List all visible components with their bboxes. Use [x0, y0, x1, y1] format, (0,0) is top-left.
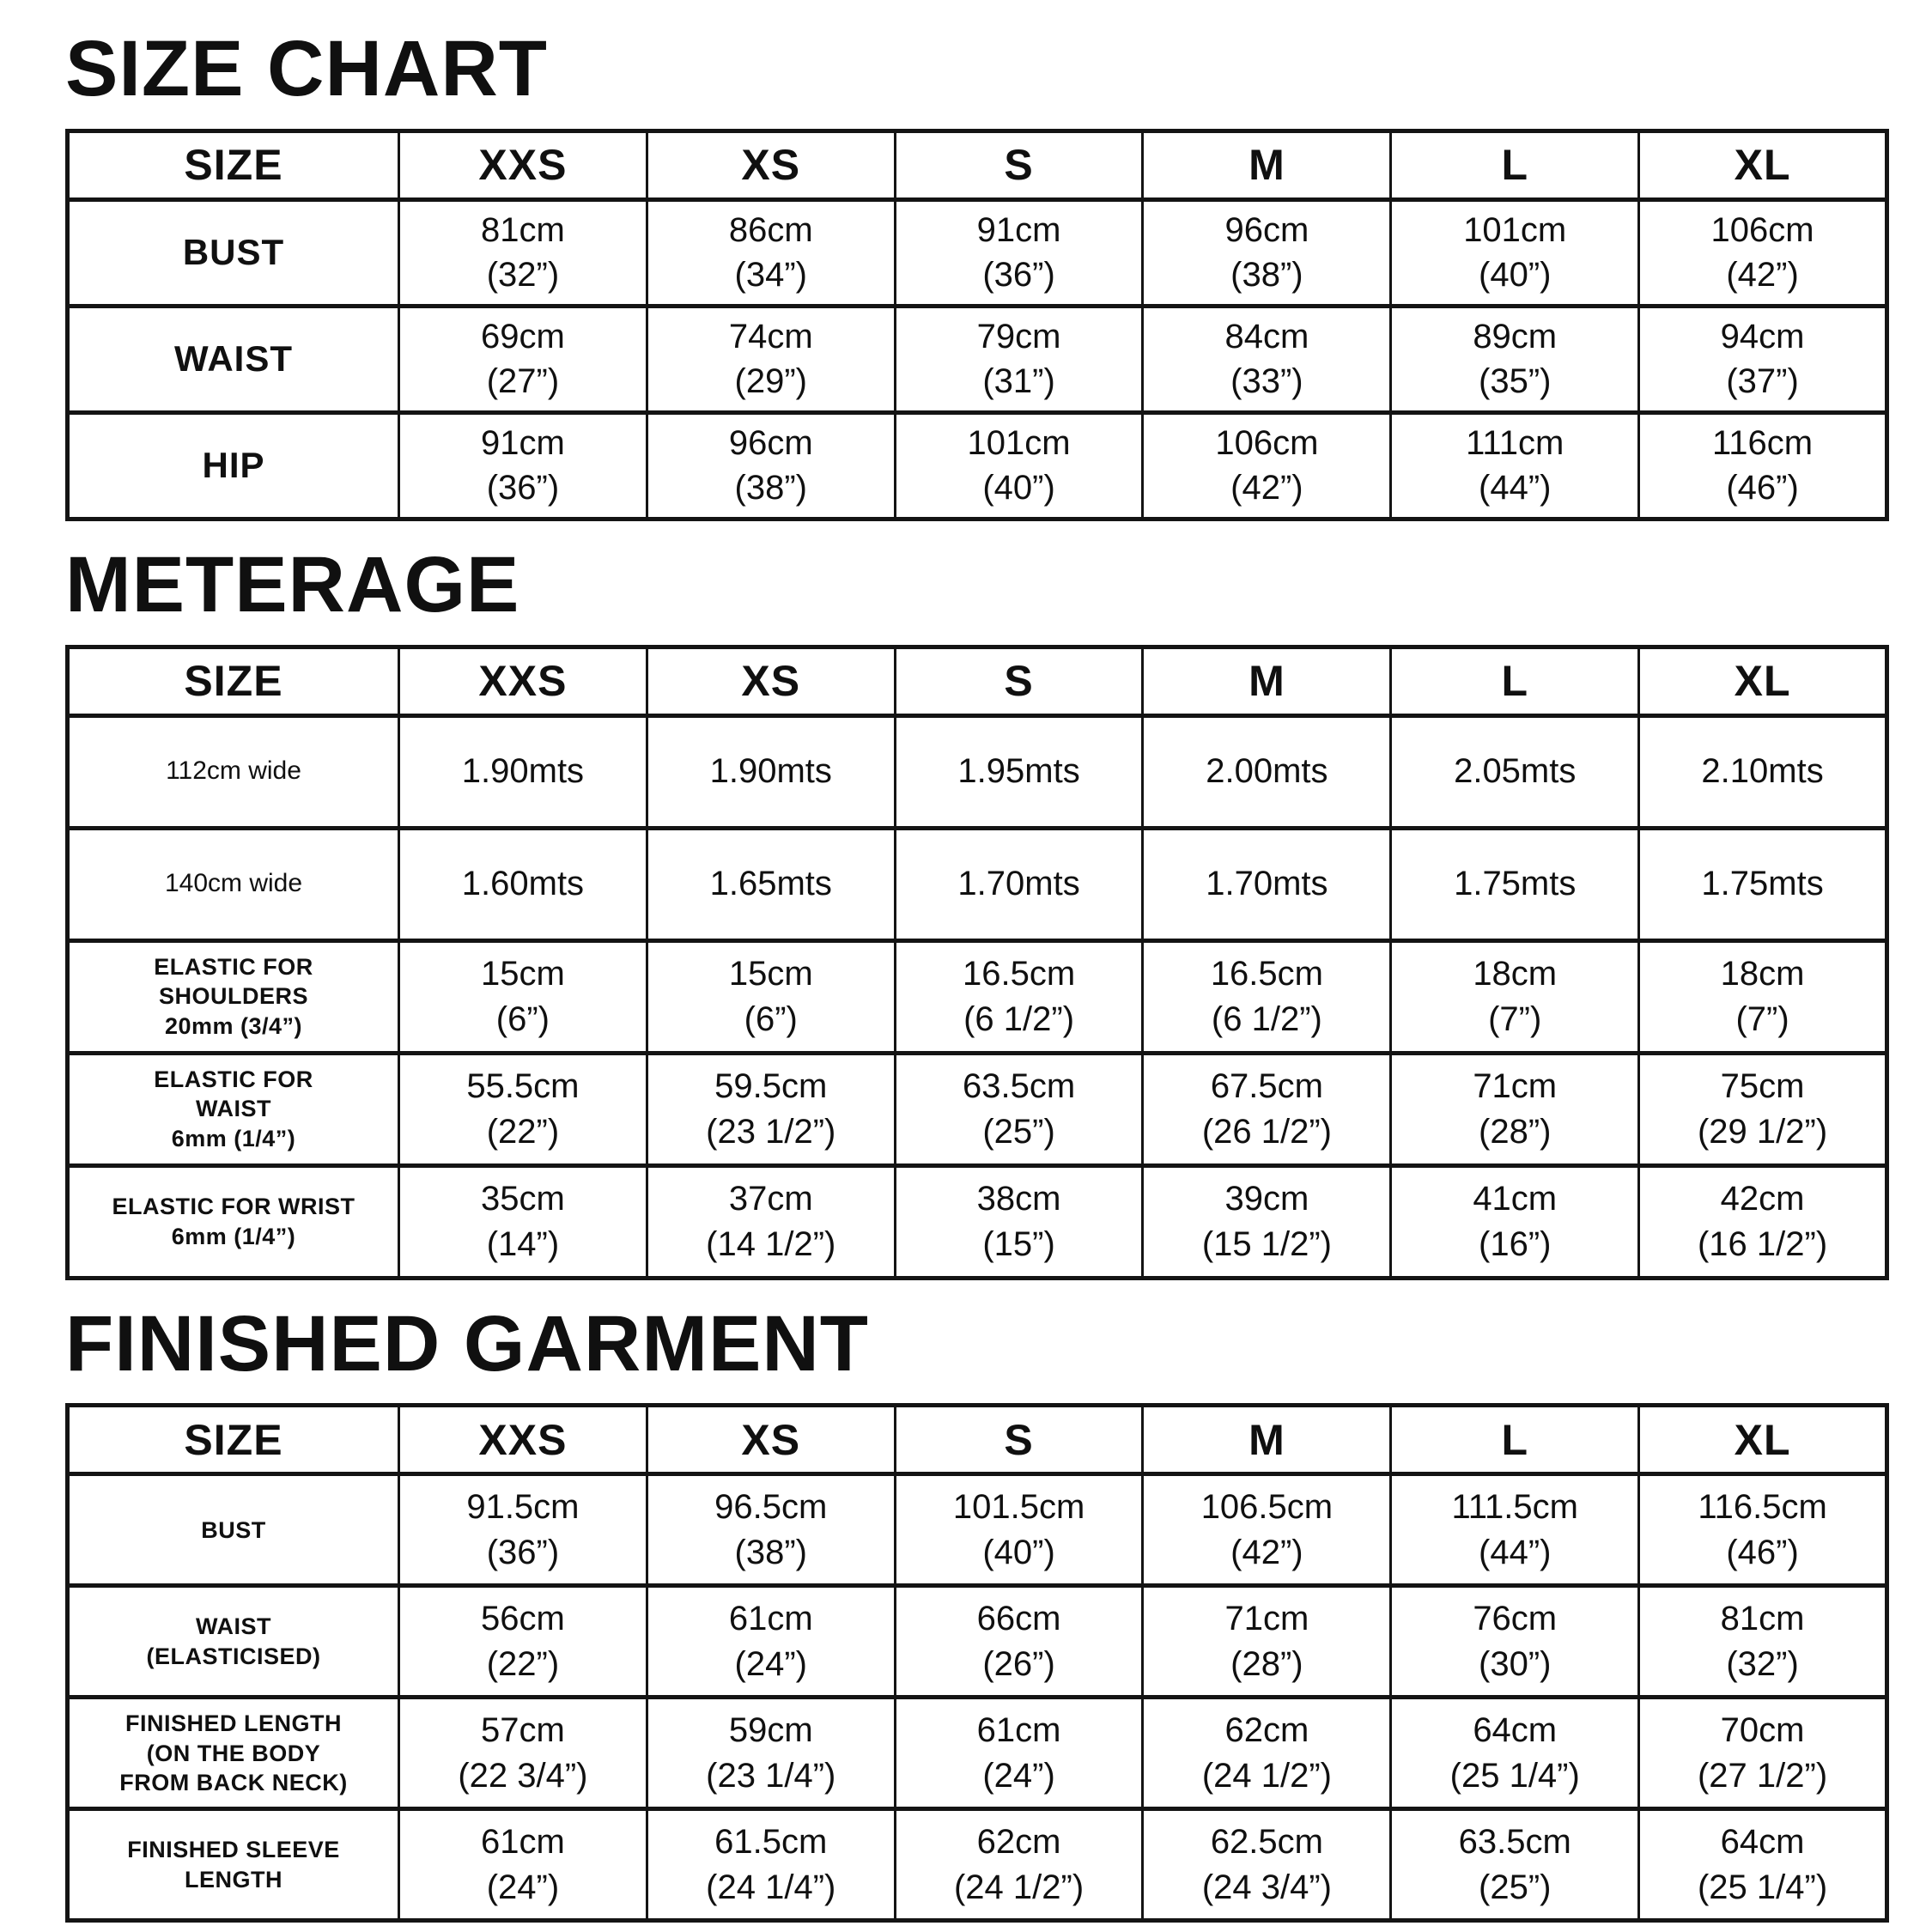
cell-line: 1.90mts [461, 752, 585, 791]
data-cell [1639, 1165, 1887, 1278]
cell-line: (16”) [1479, 1224, 1552, 1263]
data-cell [1391, 828, 1639, 940]
cell-line: 94cm [1720, 317, 1805, 355]
cell-line: (22 3/4”) [458, 1756, 588, 1795]
row-label-line: (ELASTICISED) [146, 1643, 321, 1669]
data-cell [647, 1053, 895, 1165]
cell-line: (38”) [734, 469, 807, 507]
cell-line: 101.5cm [952, 1488, 1085, 1527]
column-header-size: SIZE [68, 1406, 399, 1474]
column-header-xl: XL [1639, 1406, 1887, 1474]
data-cell [895, 940, 1143, 1053]
cell-line: (24 3/4”) [1201, 1868, 1332, 1906]
section-finished-garment [65, 1299, 1889, 1923]
column-header-size: SIZE [68, 647, 399, 715]
cell-line: 66cm [976, 1600, 1061, 1638]
data-cell [399, 412, 647, 519]
data-cell [1639, 1053, 1887, 1165]
column-header-xxs: XXS [399, 1406, 647, 1474]
cell-line: (24 1/2”) [1201, 1756, 1332, 1795]
cell-line: (30”) [1479, 1644, 1552, 1683]
data-cell [647, 1586, 895, 1698]
data-cell [895, 828, 1143, 940]
cell-line: (28”) [1479, 1112, 1552, 1151]
cell-line: 39cm [1224, 1179, 1309, 1218]
data-cell [647, 306, 895, 412]
cell-line: 61.5cm [714, 1823, 828, 1862]
data-cell [1143, 1165, 1391, 1278]
table-row [68, 199, 1887, 306]
column-header-xs: XS [647, 647, 895, 715]
cell-line: (36”) [982, 256, 1055, 295]
column-header-xl: XL [1639, 131, 1887, 199]
row-label-line: ELASTIC FOR WRIST [112, 1194, 355, 1220]
row-label [68, 715, 399, 828]
cell-line: (42”) [1726, 256, 1799, 295]
cell-line: (28”) [1230, 1644, 1303, 1683]
column-header-s: S [895, 1406, 1143, 1474]
row-label [68, 1053, 399, 1165]
data-cell [1391, 1809, 1639, 1921]
data-cell [1639, 199, 1887, 306]
data-cell [647, 715, 895, 828]
table-row [68, 1586, 1887, 1698]
column-header-m: M [1143, 1406, 1391, 1474]
cell-line: 63.5cm [1458, 1823, 1571, 1862]
cell-line: 69cm [481, 317, 565, 355]
cell-line: 64cm [1720, 1823, 1805, 1862]
cell-line: (32”) [1726, 1644, 1799, 1683]
table-row [68, 306, 1887, 412]
data-cell [647, 412, 895, 519]
cell-line: (24”) [486, 1868, 560, 1906]
section-meterage [65, 540, 1889, 1280]
data-cell [1639, 1474, 1887, 1586]
cell-line: 2.10mts [1701, 752, 1824, 791]
cell-line: 91cm [481, 423, 565, 462]
table-row [68, 1053, 1887, 1165]
column-header-xs: XS [647, 1406, 895, 1474]
data-cell [895, 1474, 1143, 1586]
cell-line: (23 1/4”) [706, 1756, 836, 1795]
data-cell [1639, 715, 1887, 828]
cell-line: (15”) [982, 1224, 1055, 1263]
cell-line: (14 1/2”) [706, 1224, 836, 1263]
cell-line: (38”) [1230, 256, 1303, 295]
data-cell [399, 1474, 647, 1586]
column-header-m: M [1143, 131, 1391, 199]
cell-line: (42”) [1230, 1533, 1303, 1571]
data-cell [1391, 1698, 1639, 1809]
cell-line: 81cm [481, 210, 565, 249]
data-cell [647, 199, 895, 306]
cell-line: (24 1/4”) [706, 1868, 836, 1906]
cell-line: (26 1/2”) [1201, 1112, 1332, 1151]
table-row [68, 940, 1887, 1053]
row-label-line: FINISHED SLEEVE [127, 1837, 340, 1863]
data-cell [399, 1053, 647, 1165]
cell-line: (44”) [1479, 1533, 1552, 1571]
cell-line: 74cm [728, 317, 813, 355]
row-label-line: BUST [201, 1516, 266, 1543]
data-cell [895, 199, 1143, 306]
cell-line: (33”) [1230, 362, 1303, 401]
column-header-l: L [1391, 647, 1639, 715]
cell-line: 61cm [976, 1711, 1061, 1750]
cell-line: 96cm [1224, 210, 1309, 249]
data-cell [895, 715, 1143, 828]
cell-line: 42cm [1720, 1179, 1805, 1218]
row-label-line: BUST [182, 232, 285, 273]
row-label [68, 199, 399, 306]
cell-line: (6”) [495, 999, 550, 1038]
cell-line: (35”) [1479, 362, 1552, 401]
row-label-line: FINISHED LENGTH [125, 1710, 342, 1737]
row-label-line: ELASTIC FOR [154, 953, 313, 980]
cell-line: (22”) [486, 1112, 560, 1151]
data-cell [1143, 940, 1391, 1053]
data-cell [1639, 828, 1887, 940]
cell-line: 76cm [1473, 1600, 1558, 1638]
column-header-s: S [895, 647, 1143, 715]
cell-line: (40”) [1479, 256, 1552, 295]
cell-line: (46”) [1726, 469, 1799, 507]
size-guide-page [65, 25, 1889, 1923]
cell-line: 56cm [481, 1600, 565, 1638]
row-label [68, 306, 399, 412]
row-label [68, 1698, 399, 1809]
size-chart-table [65, 129, 1889, 521]
cell-line: 86cm [728, 210, 813, 249]
cell-line: 18cm [1720, 954, 1805, 993]
row-label-line: WAIST [196, 1613, 271, 1640]
column-header-xxs: XXS [399, 647, 647, 715]
finished-garment-table [65, 1403, 1889, 1923]
data-cell [1639, 1586, 1887, 1698]
cell-line: 2.05mts [1454, 752, 1577, 791]
row-label [68, 1809, 399, 1921]
data-cell [647, 940, 895, 1053]
row-label-line: 140cm wide [164, 869, 303, 898]
data-cell [1391, 1474, 1639, 1586]
header-row [68, 647, 1887, 715]
cell-line: 62.5cm [1210, 1823, 1323, 1862]
data-cell [895, 1165, 1143, 1278]
row-label [68, 1586, 399, 1698]
data-cell [1143, 715, 1391, 828]
data-cell [399, 715, 647, 828]
cell-line: 59cm [728, 1711, 813, 1750]
data-cell [1639, 412, 1887, 519]
cell-line: 1.70mts [957, 865, 1080, 903]
cell-line: 55.5cm [466, 1066, 580, 1105]
cell-line: 1.95mts [957, 752, 1080, 791]
cell-line: 79cm [976, 317, 1061, 355]
cell-line: 18cm [1473, 954, 1558, 993]
data-cell [895, 306, 1143, 412]
cell-line: (24”) [734, 1644, 807, 1683]
cell-line: 41cm [1473, 1179, 1558, 1218]
meterage-title: METERAGE [65, 540, 520, 629]
cell-line: 15cm [481, 954, 565, 993]
data-cell [1391, 715, 1639, 828]
data-cell [399, 1586, 647, 1698]
data-cell [1143, 412, 1391, 519]
cell-line: (31”) [982, 362, 1055, 401]
data-cell [1391, 306, 1639, 412]
column-header-s: S [895, 131, 1143, 199]
data-cell [1639, 940, 1887, 1053]
row-label-line: WAIST [196, 1096, 271, 1122]
data-cell [1391, 199, 1639, 306]
cell-line: (25”) [982, 1112, 1055, 1151]
data-cell [1639, 1809, 1887, 1921]
data-cell [1639, 1698, 1887, 1809]
cell-line: 67.5cm [1210, 1066, 1323, 1105]
row-label [68, 828, 399, 940]
column-header-l: L [1391, 1406, 1639, 1474]
row-label [68, 1474, 399, 1586]
data-cell [895, 412, 1143, 519]
cell-line: (6”) [744, 999, 798, 1038]
cell-line: 64cm [1473, 1711, 1558, 1750]
column-header-xl: XL [1639, 647, 1887, 715]
cell-line: 1.60mts [461, 865, 585, 903]
cell-line: (7”) [1488, 999, 1542, 1038]
data-cell [1391, 412, 1639, 519]
cell-line: 101cm [1463, 210, 1567, 249]
row-label-line: 6mm (1/4”) [171, 1223, 296, 1249]
data-cell [1391, 940, 1639, 1053]
row-label-line: HIP [202, 445, 265, 486]
row-label-line: LENGTH [185, 1866, 283, 1893]
table-row [68, 715, 1887, 828]
data-cell [399, 828, 647, 940]
cell-line: 116.5cm [1698, 1488, 1827, 1527]
cell-line: (29”) [734, 362, 807, 401]
row-label-line: WAIST [174, 338, 293, 380]
data-cell [1143, 1698, 1391, 1809]
cell-line: (6 1/2”) [1211, 999, 1322, 1038]
cell-line: (29 1/2”) [1697, 1112, 1828, 1151]
row-label-line: 20mm (3/4”) [164, 1012, 303, 1039]
data-cell [895, 1698, 1143, 1809]
row-label-line: SHOULDERS [158, 983, 308, 1010]
cell-line: 84cm [1224, 317, 1309, 355]
column-header-xs: XS [647, 131, 895, 199]
cell-line: 61cm [481, 1823, 565, 1862]
row-label [68, 412, 399, 519]
section-size-chart [65, 25, 1889, 521]
cell-line: 91.5cm [466, 1488, 580, 1527]
cell-line: (25”) [1479, 1868, 1552, 1906]
data-cell [1143, 1053, 1391, 1165]
cell-line: (22”) [486, 1644, 560, 1683]
column-header-m: M [1143, 647, 1391, 715]
row-label-line: FROM BACK NECK) [119, 1770, 348, 1796]
cell-line: 35cm [481, 1179, 565, 1218]
table-row [68, 1474, 1887, 1586]
cell-line: (15 1/2”) [1201, 1224, 1332, 1263]
table-row [68, 1698, 1887, 1809]
data-cell [647, 1474, 895, 1586]
data-cell [895, 1586, 1143, 1698]
data-cell [399, 306, 647, 412]
cell-line: 89cm [1473, 317, 1558, 355]
data-cell [895, 1809, 1143, 1921]
cell-line: (24”) [982, 1756, 1055, 1795]
cell-line: 2.00mts [1206, 752, 1328, 791]
data-cell [399, 1165, 647, 1278]
data-cell [1143, 199, 1391, 306]
cell-line: 116cm [1712, 423, 1814, 462]
cell-line: 96cm [728, 423, 813, 462]
cell-line: 37cm [728, 1179, 813, 1218]
table-row [68, 412, 1887, 519]
data-cell [647, 1698, 895, 1809]
cell-line: (38”) [734, 1533, 807, 1571]
cell-line: (25 1/4”) [1449, 1756, 1580, 1795]
data-cell [399, 940, 647, 1053]
cell-line: 1.75mts [1454, 865, 1577, 903]
row-label-line: ELASTIC FOR [154, 1066, 313, 1092]
size-chart-title: SIZE CHART [65, 25, 548, 112]
cell-line: 111.5cm [1451, 1488, 1578, 1527]
header-row [68, 131, 1887, 199]
cell-line: 111cm [1466, 423, 1564, 462]
cell-line: (46”) [1726, 1533, 1799, 1571]
cell-line: (26”) [982, 1644, 1055, 1683]
cell-line: (7”) [1735, 999, 1789, 1038]
cell-line: 16.5cm [962, 954, 1076, 993]
finished-garment-title: FINISHED GARMENT [65, 1299, 869, 1388]
data-cell [399, 1698, 647, 1809]
cell-line: 63.5cm [962, 1066, 1076, 1105]
cell-line: (23 1/2”) [706, 1112, 836, 1151]
column-header-l: L [1391, 131, 1639, 199]
row-label-line: (ON THE BODY [146, 1740, 321, 1766]
cell-line: (6 1/2”) [963, 999, 1075, 1038]
cell-line: 70cm [1720, 1711, 1805, 1750]
data-cell [1639, 306, 1887, 412]
cell-line: 62cm [976, 1823, 1061, 1862]
data-cell [647, 828, 895, 940]
cell-line: (34”) [734, 256, 807, 295]
column-header-xxs: XXS [399, 131, 647, 199]
cell-line: 38cm [976, 1179, 1061, 1218]
table-row [68, 828, 1887, 940]
data-cell [1143, 1809, 1391, 1921]
cell-line: (44”) [1479, 469, 1552, 507]
data-cell [1143, 828, 1391, 940]
meterage-table [65, 645, 1889, 1280]
cell-line: 15cm [728, 954, 813, 993]
table-row [68, 1809, 1887, 1921]
cell-line: 1.90mts [709, 752, 832, 791]
cell-line: 62cm [1224, 1711, 1309, 1750]
cell-line: 101cm [967, 423, 1071, 462]
cell-line: (27”) [486, 362, 560, 401]
data-cell [1143, 1474, 1391, 1586]
table-row [68, 1165, 1887, 1278]
data-cell [647, 1165, 895, 1278]
data-cell [1391, 1053, 1639, 1165]
cell-line: 91cm [976, 210, 1061, 249]
cell-line: (16 1/2”) [1697, 1224, 1828, 1263]
cell-line: (42”) [1230, 469, 1303, 507]
cell-line: 106cm [1710, 210, 1814, 249]
column-header-size: SIZE [68, 131, 399, 199]
cell-line: (14”) [486, 1224, 560, 1263]
row-label-line: 112cm wide [166, 756, 301, 786]
cell-line: 71cm [1473, 1066, 1558, 1105]
cell-line: (32”) [486, 256, 560, 295]
cell-line: 1.75mts [1701, 865, 1824, 903]
cell-line: 1.70mts [1206, 865, 1328, 903]
cell-line: 96.5cm [714, 1488, 828, 1527]
cell-line: 1.65mts [709, 865, 832, 903]
cell-line: (40”) [982, 469, 1055, 507]
data-cell [399, 1809, 647, 1921]
cell-line: (24 1/2”) [953, 1868, 1084, 1906]
cell-line: 71cm [1224, 1600, 1309, 1638]
cell-line: 106.5cm [1200, 1488, 1334, 1527]
data-cell [1143, 306, 1391, 412]
row-label [68, 1165, 399, 1278]
row-label [68, 940, 399, 1053]
data-cell [1391, 1586, 1639, 1698]
cell-line: (27 1/2”) [1697, 1756, 1828, 1795]
cell-line: 61cm [728, 1600, 813, 1638]
cell-line: 57cm [481, 1711, 565, 1750]
cell-line: (37”) [1726, 362, 1799, 401]
data-cell [399, 199, 647, 306]
cell-line: 81cm [1720, 1600, 1805, 1638]
cell-line: (40”) [982, 1533, 1055, 1571]
cell-line: (25 1/4”) [1697, 1868, 1828, 1906]
cell-line: 59.5cm [714, 1066, 828, 1105]
cell-line: 106cm [1215, 423, 1319, 462]
cell-line: 75cm [1720, 1066, 1805, 1105]
cell-line: (36”) [486, 469, 560, 507]
cell-line: 16.5cm [1210, 954, 1323, 993]
data-cell [1391, 1165, 1639, 1278]
header-row [68, 1406, 1887, 1474]
data-cell [1143, 1586, 1391, 1698]
row-label-line: 6mm (1/4”) [171, 1125, 296, 1151]
cell-line: (36”) [486, 1533, 560, 1571]
data-cell [647, 1809, 895, 1921]
data-cell [895, 1053, 1143, 1165]
